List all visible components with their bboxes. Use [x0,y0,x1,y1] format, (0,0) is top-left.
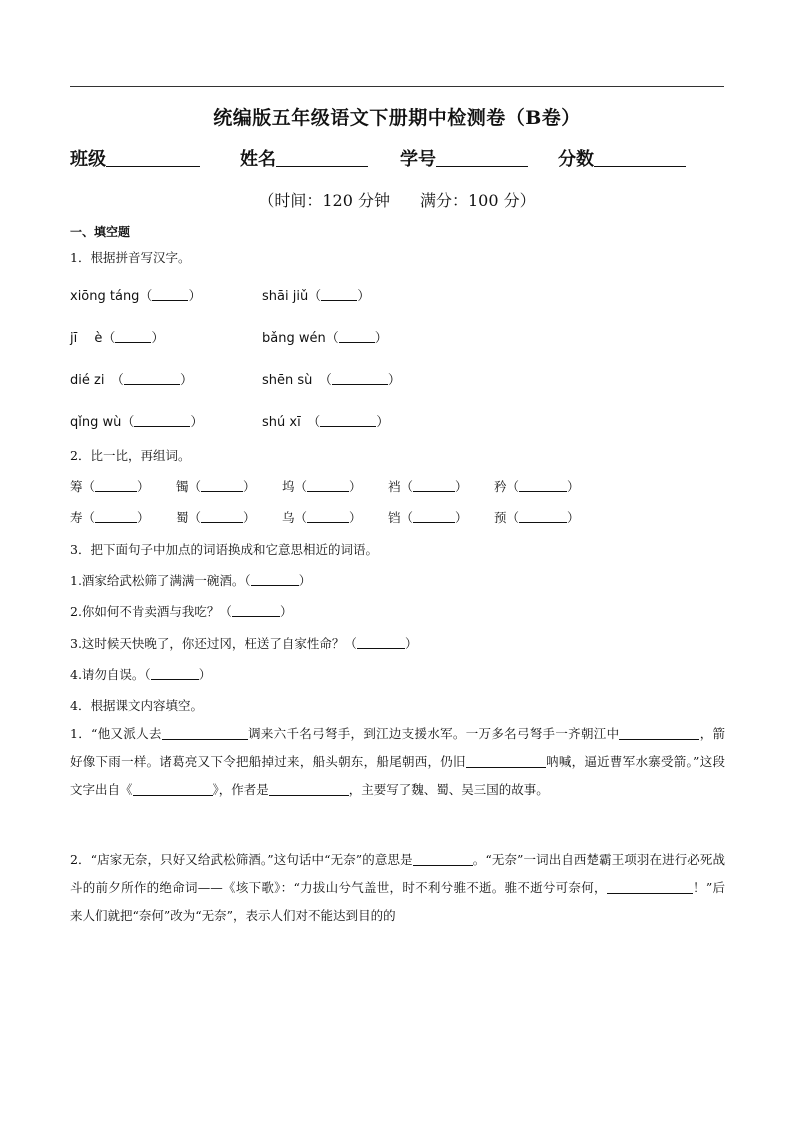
answer-blank[interactable] [232,604,280,617]
full-score: 满分：100 分） [420,191,536,210]
answer-blank[interactable] [607,880,693,894]
answer-blank[interactable] [124,372,180,385]
answer-blank[interactable] [115,330,151,343]
score-label: 分数 [558,149,594,170]
time-limit: （时间：120 分钟 [258,191,390,210]
answer-blank[interactable] [619,726,699,740]
q2-prompt: 2．比一比，再组词。 [70,448,191,463]
sentence-item: 4.请勿自误。（ ） [70,667,212,682]
answer-blank[interactable] [320,414,376,427]
class-label: 班级 [70,149,106,170]
answer-blank[interactable] [251,573,299,586]
sentence-item: 1.酒家给武松筛了满满一碗酒。（ ） [70,573,312,588]
q1-prompt: 1．根据拼音写汉字。 [70,250,191,265]
compare-item: 乌（ ） [282,510,362,525]
answer-blank[interactable] [519,479,567,492]
q4-passage-1: 1．“他又派人去 调来六千名弓弩手，到江边支援水军。一万多名弓弩手一齐朝江中 ，箭好像下雨一样。诸葛亮又下令把船掉过来，船头朝东，船尾朝西，仍旧 呐喊，逼近曹军水寨受箭。”这段文字出自《 》，作者是 ，主要写了魏、蜀、吴三国的故事。 [70,726,725,797]
pinyin-item: qǐng wù（ ） [70,415,204,430]
compare-item: 蜀（ ） [176,510,256,525]
answer-blank[interactable] [307,510,349,523]
answer-blank[interactable] [269,782,349,796]
pinyin-item: bǎng wén（ ） [262,331,388,346]
answer-blank[interactable] [357,636,405,649]
time-and-score [0,188,794,211]
pinyin-item: shāi jiǔ（ ） [262,289,371,304]
answer-blank[interactable] [134,414,190,427]
name-field [240,145,368,171]
score-blank[interactable] [594,148,686,167]
pinyin-item: shú xī （ ） [262,415,390,430]
name-label: 姓名 [240,149,276,170]
answer-blank[interactable] [152,288,188,301]
answer-blank[interactable] [413,852,473,866]
answer-blank[interactable] [339,330,375,343]
answer-blank[interactable] [95,479,137,492]
pinyin-item: jī è（ ） [70,331,165,346]
answer-blank[interactable] [201,479,243,492]
section-heading: 一、填空题 [70,225,131,239]
q4-prompt: 4．根据课文内容填空。 [70,698,203,713]
compare-item: 镯（ ） [176,479,256,494]
pinyin-item: dié zi （ ） [70,373,193,388]
q4-passage-2: 2．“店家无奈，只好又给武松筛酒。”这句话中“无奈”的意思是 。“无奈”一词出自西楚霸王项羽在进行必死战斗的前夕所作的绝命词——《垓下歌》：“力拔山兮气盖世，时不利兮骓不逝。骓不逝兮可奈何， ！”后来人们就把“奈何”改为“无奈”，表示人们对不能达到目的的 [70,852,725,923]
sentence-item: 2.你如何不肯卖酒与我吃？（ ） [70,604,293,619]
answer-blank[interactable] [466,754,546,768]
number-field [400,145,528,171]
q3-prompt: 3．把下面句子中加点的词语换成和它意思相近的词语。 [70,542,378,557]
score-field [558,145,686,171]
answer-blank[interactable] [95,510,137,523]
answer-blank[interactable] [151,667,199,680]
answer-blank[interactable] [519,510,567,523]
compare-item: 裆（ ） [388,479,468,494]
pinyin-item: xiōng táng（ ） [70,289,202,304]
answer-blank[interactable] [321,288,357,301]
answer-blank[interactable] [162,726,248,740]
class-field [70,145,200,171]
class-blank[interactable] [106,148,200,167]
compare-item: 矜（ ） [494,479,580,494]
header-rule [70,86,724,87]
answer-blank[interactable] [307,479,349,492]
compare-item: 铛（ ） [388,510,468,525]
compare-item: 寿（ ） [70,510,150,525]
number-label: 学号 [400,149,436,170]
answer-blank[interactable] [413,479,455,492]
answer-blank[interactable] [201,510,243,523]
answer-blank[interactable] [413,510,455,523]
compare-item: 筹（ ） [70,479,150,494]
answer-blank[interactable] [332,372,388,385]
compare-item: 坞（ ） [282,479,362,494]
number-blank[interactable] [436,148,528,167]
page-title: 统编版五年级语文下册期中检测卷（B卷） [213,107,581,129]
name-blank[interactable] [276,148,368,167]
pinyin-item: shēn sù （ ） [262,373,401,388]
sentence-item: 3.这时候天快晚了，你还过冈，枉送了自家性命？（ ） [70,636,418,651]
compare-item: 预（ ） [494,510,580,525]
answer-blank[interactable] [133,782,213,796]
